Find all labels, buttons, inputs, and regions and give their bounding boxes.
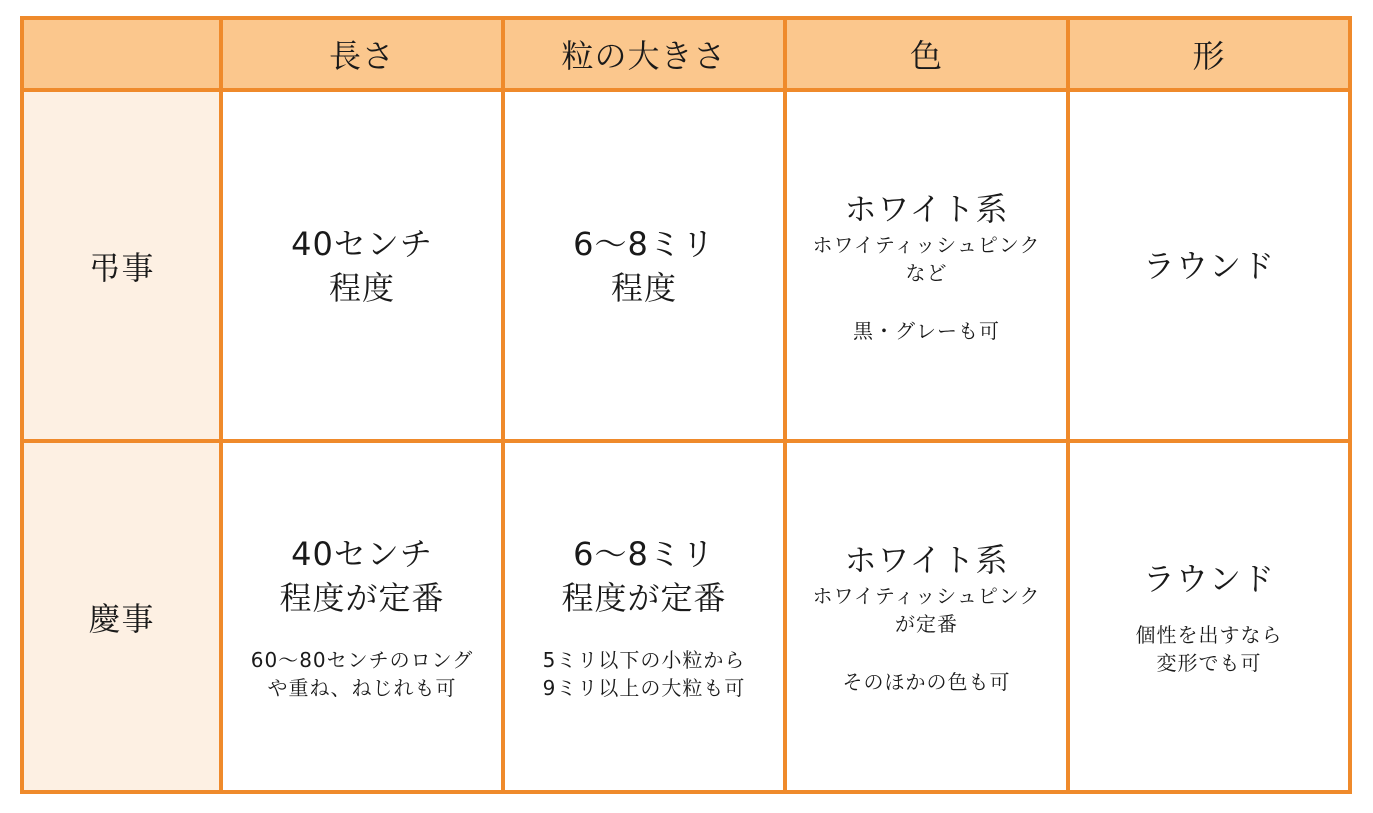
row-celebration-head xyxy=(24,443,223,790)
celebration-color-sub-1: ホワイティッシュピンク xyxy=(812,583,1041,608)
comparison-table xyxy=(20,16,1352,794)
celebration-size-main-1: 6〜8ミリ xyxy=(573,534,715,573)
funeral-color-cell xyxy=(787,92,1070,443)
celebration-color-main: ホワイト系 xyxy=(844,540,1009,579)
celebration-shape-sub-2: 変形でも可 xyxy=(1156,650,1262,675)
funeral-color-sub-1: ホワイティッシュピンク xyxy=(812,232,1041,257)
funeral-length-main-1: 40センチ xyxy=(291,224,433,263)
celebration-shape-sub-1: 個性を出すなら xyxy=(1135,622,1283,647)
celebration-color-cell xyxy=(787,443,1070,790)
celebration-size-sub-2: 9ミリ以上の大粒も可 xyxy=(542,675,746,700)
header-color-label: 色 xyxy=(909,37,943,75)
funeral-color-note: 黒・グレーも可 xyxy=(853,318,1000,343)
header-shape-label: 形 xyxy=(1192,37,1226,75)
funeral-size-cell xyxy=(505,92,787,443)
celebration-length-main-1: 40センチ xyxy=(291,534,433,573)
celebration-length-sub-2: や重ね、ねじれも可 xyxy=(267,675,457,700)
celebration-length-cell xyxy=(223,443,505,790)
header-bead-size-cell xyxy=(505,20,787,92)
funeral-color-sub-2: など xyxy=(905,260,948,285)
funeral-shape-main: ラウンド xyxy=(1142,246,1275,285)
funeral-length-cell xyxy=(223,92,505,443)
funeral-size-main-1: 6〜8ミリ xyxy=(573,224,715,263)
funeral-size-main-2: 程度 xyxy=(610,268,677,307)
header-corner-cell xyxy=(24,20,223,92)
header-shape-cell xyxy=(1070,20,1348,92)
row-funeral-label: 弔事 xyxy=(88,248,155,287)
celebration-size-sub-1: 5ミリ以下の小粒から xyxy=(542,647,746,672)
row-funeral-head xyxy=(24,92,223,443)
header-length-cell xyxy=(223,20,505,92)
header-bead-size-label: 粒の大きさ xyxy=(561,37,727,75)
celebration-color-note: そのほかの色も可 xyxy=(842,669,1011,694)
celebration-color-sub-2: が定番 xyxy=(895,611,958,636)
celebration-size-cell xyxy=(505,443,787,790)
header-color-cell xyxy=(787,20,1070,92)
funeral-color-main: ホワイト系 xyxy=(844,189,1009,228)
celebration-length-sub-1: 60〜80センチのロング xyxy=(250,647,474,672)
celebration-shape-main: ラウンド xyxy=(1142,559,1275,598)
celebration-size-main-2: 程度が定番 xyxy=(561,578,727,617)
celebration-shape-cell xyxy=(1070,443,1348,790)
celebration-length-main-2: 程度が定番 xyxy=(279,578,445,617)
funeral-length-main-2: 程度 xyxy=(328,268,395,307)
row-celebration-label: 慶事 xyxy=(88,599,155,638)
header-length-label: 長さ xyxy=(328,37,395,75)
funeral-shape-cell xyxy=(1070,92,1348,443)
